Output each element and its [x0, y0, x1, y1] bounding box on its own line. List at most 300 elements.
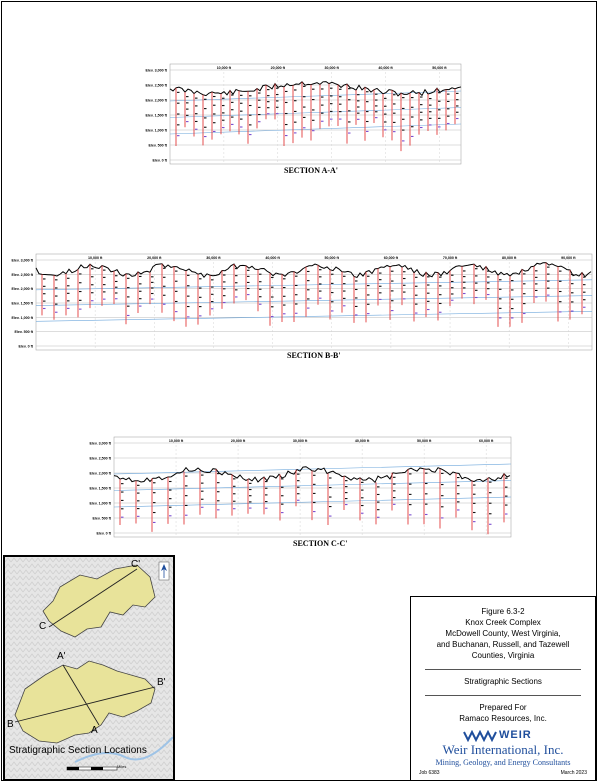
coal-seam-mark	[204, 136, 207, 137]
distance-label: 50,000 ft	[324, 256, 339, 260]
coal-seam-mark	[195, 105, 198, 106]
coal-seam-mark	[223, 275, 226, 276]
coal-seam-mark	[489, 524, 492, 525]
coal-seam-mark	[343, 283, 346, 284]
coal-seam-mark	[211, 279, 214, 280]
coal-seam-mark	[163, 304, 166, 305]
coal-seam-mark	[247, 294, 250, 295]
coal-seam-mark	[295, 303, 298, 304]
coal-seam-mark	[139, 291, 142, 292]
coal-seam-mark	[473, 512, 476, 513]
coal-seam-mark	[366, 91, 369, 92]
coal-seam-mark	[499, 298, 502, 299]
coal-seam-mark	[185, 505, 188, 506]
coal-seam-mark	[247, 276, 250, 277]
coal-seam-mark	[175, 291, 178, 292]
distance-label: 50,000 ft	[416, 439, 432, 443]
coal-seam-mark	[283, 278, 286, 279]
coal-seam-mark	[137, 500, 140, 501]
coal-seam-mark	[438, 118, 441, 119]
coal-seam-mark	[348, 121, 351, 122]
coal-seam-mark	[265, 501, 268, 502]
coal-seam-mark	[475, 283, 478, 284]
coal-seam-mark	[169, 498, 172, 499]
coal-seam-mark	[223, 281, 226, 282]
coal-seam-mark	[139, 298, 142, 299]
map-label-c-prime: C'	[131, 559, 141, 570]
coal-seam-mark	[425, 504, 428, 505]
distance-label: 30,000 ft	[206, 256, 221, 260]
coal-seam-mark	[583, 307, 586, 308]
coal-seam-mark	[186, 115, 189, 116]
distance-label: 70,000 ft	[442, 256, 458, 260]
coal-seam-mark	[240, 95, 243, 96]
coal-seam-mark	[115, 298, 118, 299]
distance-label: 60,000 ft	[383, 256, 399, 260]
distance-label: 10,000 ft	[87, 256, 103, 260]
coal-seam-mark	[185, 495, 188, 496]
coal-seam-mark	[345, 504, 348, 505]
coal-seam-mark	[535, 296, 538, 297]
coal-seam-mark	[379, 286, 382, 287]
coal-seam-mark	[473, 485, 476, 486]
coal-seam-mark	[91, 284, 94, 285]
coal-seam-mark	[240, 103, 243, 104]
coal-seam-mark	[367, 285, 370, 286]
coal-seam-mark	[402, 119, 405, 120]
coal-seam-mark	[321, 96, 324, 97]
coal-seam-mark	[313, 493, 316, 494]
coal-seam-mark	[177, 92, 180, 93]
elevation-label: Elev. 2,500 ft	[11, 272, 33, 277]
coal-seam-mark	[67, 308, 70, 309]
coal-seam-mark	[222, 112, 225, 113]
coal-seam-mark	[379, 273, 382, 274]
coal-seam-mark	[393, 497, 396, 498]
coal-seam-mark	[297, 487, 300, 488]
coal-seam-mark	[233, 501, 236, 502]
coal-seam-mark	[265, 508, 268, 509]
distance-label: 30,000 ft	[292, 439, 308, 443]
coal-seam-mark	[222, 127, 225, 128]
coal-seam-mark	[429, 98, 432, 99]
coal-seam-mark	[201, 491, 204, 492]
coal-horizon-line	[36, 296, 592, 306]
coal-seam-mark	[321, 113, 324, 114]
scale-unit: Miles	[117, 764, 127, 769]
coal-seam-mark	[265, 481, 268, 482]
coal-seam-mark	[43, 278, 46, 279]
coal-seam-mark	[345, 486, 348, 487]
coal-seam-mark	[393, 94, 396, 95]
coal-seam-mark	[217, 509, 220, 510]
section-a-title: SECTION A-A'	[284, 166, 339, 175]
coal-seam-mark	[403, 278, 406, 279]
coal-seam-mark	[127, 315, 130, 316]
coal-seam-mark	[67, 285, 70, 286]
coal-seam-mark	[329, 487, 332, 488]
coal-seam-mark	[43, 308, 46, 309]
coal-seam-mark	[297, 474, 300, 475]
coal-seam-mark	[163, 268, 166, 269]
coal-seam-mark	[211, 287, 214, 288]
coal-seam-mark	[231, 102, 234, 103]
coal-seam-mark	[231, 109, 234, 110]
coal-seam-mark	[415, 304, 418, 305]
coal-seam-mark	[267, 107, 270, 108]
coal-seam-mark	[511, 289, 514, 290]
coal-seam-mark	[185, 485, 188, 486]
coal-seam-mark	[425, 473, 428, 474]
coal-seam-mark	[535, 290, 538, 291]
coal-seam-mark	[456, 93, 459, 94]
coal-seam-mark	[463, 287, 466, 288]
coal-seam-mark	[377, 509, 380, 510]
coal-seam-mark	[403, 298, 406, 299]
coal-seam-mark	[348, 99, 351, 100]
coal-seam-mark	[547, 267, 550, 268]
north-arrow-icon	[159, 562, 169, 580]
coal-seam-mark	[348, 88, 351, 89]
coal-seam-mark	[438, 92, 441, 93]
coal-seam-mark	[217, 473, 220, 474]
coal-seam-mark	[213, 131, 216, 132]
coal-seam-mark	[163, 277, 166, 278]
coal-seam-mark	[409, 484, 412, 485]
coal-seam-mark	[343, 290, 346, 291]
section-b-title: SECTION B-B'	[287, 351, 341, 360]
section-c-title: SECTION C-C'	[293, 539, 348, 548]
coal-seam-mark	[391, 281, 394, 282]
coal-seam-mark	[463, 293, 466, 294]
coal-seam-mark	[103, 284, 106, 285]
coal-seam-mark	[139, 306, 142, 307]
coal-seam-mark	[489, 503, 492, 504]
weir-logo	[463, 729, 545, 743]
coal-seam-mark	[420, 96, 423, 97]
coal-seam-mark	[222, 98, 225, 99]
section-frame	[36, 254, 592, 350]
coal-seam-mark	[583, 284, 586, 285]
coal-seam-mark	[240, 126, 243, 127]
coal-seam-mark	[379, 299, 382, 300]
coal-seam-mark	[571, 292, 574, 293]
coal-seam-mark	[217, 482, 220, 483]
coal-seam-mark	[271, 316, 274, 317]
coal-seam-mark	[211, 308, 214, 309]
coal-seam-mark	[329, 477, 332, 478]
coal-seam-mark	[393, 131, 396, 132]
coal-seam-mark	[297, 500, 300, 501]
coal-seam-mark	[199, 288, 202, 289]
coal-seam-mark	[377, 517, 380, 518]
coal-seam-mark	[137, 493, 140, 494]
terrain-profile	[170, 82, 461, 96]
coal-seam-mark	[420, 112, 423, 113]
coal-seam-mark	[276, 100, 279, 101]
section-b-chart	[4, 250, 596, 353]
distance-label: 40,000 ft	[378, 66, 393, 70]
coal-seam-mark	[283, 304, 286, 305]
coal-seam-mark	[330, 111, 333, 112]
coal-seam-mark	[331, 274, 334, 275]
coal-seam-mark	[427, 293, 430, 294]
coal-seam-mark	[294, 111, 297, 112]
coal-seam-mark	[153, 512, 156, 513]
coal-seam-mark	[451, 293, 454, 294]
coal-seam-mark	[204, 117, 207, 118]
coal-seam-mark	[199, 278, 202, 279]
coal-seam-mark	[187, 285, 190, 286]
coal-seam-mark	[439, 303, 442, 304]
coal-seam-mark	[313, 502, 316, 503]
coal-seam-mark	[153, 502, 156, 503]
coal-seam-mark	[456, 105, 459, 106]
coal-seam-mark	[204, 99, 207, 100]
coal-seam-mark	[303, 96, 306, 97]
coal-seam-mark	[361, 505, 364, 506]
coal-seam-mark	[475, 297, 478, 298]
coal-seam-mark	[127, 278, 130, 279]
coal-seam-mark	[249, 124, 252, 125]
coal-seam-mark	[204, 127, 207, 128]
coal-seam-mark	[487, 282, 490, 283]
coal-seam-mark	[329, 516, 332, 517]
coal-seam-mark	[393, 490, 396, 491]
coal-seam-mark	[271, 306, 274, 307]
coal-seam-mark	[377, 502, 380, 503]
coal-seam-mark	[402, 97, 405, 98]
coal-seam-mark	[79, 309, 82, 310]
coal-seam-mark	[177, 135, 180, 136]
distance-label: 60,000 ft	[478, 439, 494, 443]
coal-seam-mark	[213, 122, 216, 123]
coal-seam-mark	[375, 117, 378, 118]
elevation-label: Elev. 1,500 ft	[11, 301, 33, 306]
coal-seam-mark	[259, 274, 262, 275]
coal-seam-mark	[451, 287, 454, 288]
coal-seam-mark	[249, 495, 252, 496]
coal-seam-mark	[463, 276, 466, 277]
coal-seam-mark	[115, 275, 118, 276]
coal-seam-mark	[186, 102, 189, 103]
coal-seam-mark	[175, 301, 178, 302]
coal-seam-mark	[195, 129, 198, 130]
coal-seam-mark	[402, 108, 405, 109]
coal-seam-mark	[199, 315, 202, 316]
coal-seam-mark	[547, 295, 550, 296]
coal-seam-mark	[43, 293, 46, 294]
coal-seam-mark	[329, 496, 332, 497]
map-label-b-prime: B'	[157, 677, 166, 688]
weir-logo-text: WEIR	[499, 729, 532, 741]
coal-seam-mark	[457, 509, 460, 510]
coal-seam-mark	[451, 300, 454, 301]
coal-seam-mark	[307, 280, 310, 281]
coal-seam-mark	[463, 282, 466, 283]
coal-seam-mark	[415, 295, 418, 296]
elevation-label: Elev. 3,000 ft	[11, 258, 33, 263]
terrain-profile	[36, 263, 591, 278]
coal-seam-mark	[297, 480, 300, 481]
coal-seam-mark	[177, 124, 180, 125]
coal-seam-mark	[447, 123, 450, 124]
coal-seam-mark	[55, 279, 58, 280]
coal-seam-mark	[357, 106, 360, 107]
coal-seam-mark	[258, 107, 261, 108]
client-name: Ramaco Resources, Inc.	[459, 714, 547, 723]
coal-seam-mark	[285, 91, 288, 92]
coal-seam-mark	[247, 270, 250, 271]
coal-seam-mark	[91, 300, 94, 301]
elevation-label: Elev. 2,500 ft	[89, 456, 111, 461]
coal-seam-mark	[523, 303, 526, 304]
coal-seam-mark	[285, 102, 288, 103]
coal-seam-mark	[384, 98, 387, 99]
divider-1	[425, 669, 581, 670]
coal-seam-mark	[121, 491, 124, 492]
map-title: Stratigraphic Section Locations	[9, 745, 147, 756]
coal-seam-mark	[425, 514, 428, 515]
coal-seam-mark	[247, 288, 250, 289]
scale-bar	[67, 767, 117, 770]
coal-seam-mark	[330, 119, 333, 120]
coal-seam-mark	[377, 486, 380, 487]
elevation-label: Elev. 500 ft	[148, 143, 167, 148]
coal-seam-mark	[151, 276, 154, 277]
coal-seam-mark	[223, 302, 226, 303]
coal-seam-mark	[375, 111, 378, 112]
coal-seam-mark	[259, 296, 262, 297]
coal-seam-mark	[439, 312, 442, 313]
coal-seam-mark	[384, 121, 387, 122]
coal-seam-mark	[331, 310, 334, 311]
coal-seam-mark	[415, 277, 418, 278]
coal-seam-mark	[535, 277, 538, 278]
coal-seam-mark	[276, 113, 279, 114]
coal-seam-mark	[258, 114, 261, 115]
coal-seam-mark	[321, 121, 324, 122]
coal-seam-mark	[355, 297, 358, 298]
location-line-2: and Buchanan, Russell, and Tazewell	[436, 640, 570, 649]
coal-seam-mark	[55, 287, 58, 288]
coal-seam-mark	[439, 285, 442, 286]
coal-seam-mark	[505, 478, 508, 479]
coal-seam-mark	[345, 498, 348, 499]
job-number: Job 6383	[419, 770, 440, 776]
coal-seam-mark	[403, 271, 406, 272]
coal-seam-mark	[499, 317, 502, 318]
map-label-c: C	[39, 621, 47, 632]
coal-seam-mark	[505, 487, 508, 488]
coal-seam-mark	[457, 477, 460, 478]
coal-seam-mark	[223, 288, 226, 289]
coal-seam-mark	[487, 294, 490, 295]
coal-seam-mark	[379, 292, 382, 293]
coal-seam-mark	[213, 96, 216, 97]
coal-seam-mark	[463, 270, 466, 271]
coal-seam-mark	[307, 271, 310, 272]
coal-seam-mark	[511, 317, 514, 318]
elevation-label: Elev. 500 ft	[14, 330, 33, 335]
coal-horizon-line	[36, 311, 592, 321]
coal-seam-mark	[233, 508, 236, 509]
coal-seam-mark	[415, 286, 418, 287]
coal-seam-mark	[249, 501, 252, 502]
coal-seam-mark	[523, 283, 526, 284]
coal-seam-mark	[91, 276, 94, 277]
coal-seam-mark	[235, 296, 238, 297]
coal-seam-mark	[294, 132, 297, 133]
coal-seam-mark	[339, 119, 342, 120]
distance-label: 40,000 ft	[265, 256, 280, 260]
coal-seam-mark	[115, 292, 118, 293]
coal-seam-mark	[281, 495, 284, 496]
coal-seam-mark	[456, 112, 459, 113]
coal-seam-mark	[559, 291, 562, 292]
coal-seam-mark	[231, 117, 234, 118]
coal-seam-mark	[409, 514, 412, 515]
coal-seam-mark	[303, 117, 306, 118]
coal-seam-mark	[265, 488, 268, 489]
coal-seam-mark	[429, 118, 432, 119]
coal-seam-mark	[169, 490, 172, 491]
coal-seam-mark	[331, 301, 334, 302]
coal-seam-mark	[427, 309, 430, 310]
coal-seam-mark	[175, 311, 178, 312]
coal-seam-mark	[375, 100, 378, 101]
coal-seam-mark	[247, 282, 250, 283]
coal-seam-mark	[139, 283, 142, 284]
company-name: Weir International, Inc.	[442, 742, 564, 757]
coal-seam-mark	[303, 127, 306, 128]
coal-seam-mark	[457, 501, 460, 502]
coal-seam-mark	[425, 483, 428, 484]
coal-seam-mark	[420, 119, 423, 120]
section-c-chart	[80, 433, 515, 538]
elevation-label: Elev. 1,500 ft	[89, 486, 111, 491]
coal-seam-mark	[523, 313, 526, 314]
coal-seam-mark	[169, 515, 172, 516]
map-label-b: B	[7, 719, 14, 730]
coal-seam-mark	[425, 493, 428, 494]
location-map	[3, 555, 175, 781]
coal-seam-mark	[487, 276, 490, 277]
coal-seam-mark	[55, 312, 58, 313]
coal-seam-mark	[169, 481, 172, 482]
coal-seam-mark	[276, 94, 279, 95]
coal-seam-mark	[357, 113, 360, 114]
distance-label: 50,000 ft	[432, 66, 447, 70]
coal-seam-mark	[307, 308, 310, 309]
coal-seam-mark	[217, 500, 220, 501]
coal-horizon-line	[36, 280, 592, 290]
elevation-label: Elev. 3,000 ft	[89, 441, 111, 446]
coal-seam-mark	[43, 301, 46, 302]
elevation-label: Elev. 1,000 ft	[11, 315, 33, 320]
coal-seam-mark	[456, 99, 459, 100]
coal-seam-mark	[319, 269, 322, 270]
elevation-label: Elev. 0 ft	[96, 531, 111, 536]
coal-seam-mark	[121, 500, 124, 501]
coal-seam-mark	[411, 97, 414, 98]
coal-seam-mark	[303, 86, 306, 87]
coal-seam-mark	[355, 289, 358, 290]
coal-seam-mark	[258, 121, 261, 122]
coal-seam-mark	[121, 483, 124, 484]
coal-horizon-line	[114, 481, 511, 491]
elevation-label: Elev. 1,000 ft	[89, 501, 111, 506]
